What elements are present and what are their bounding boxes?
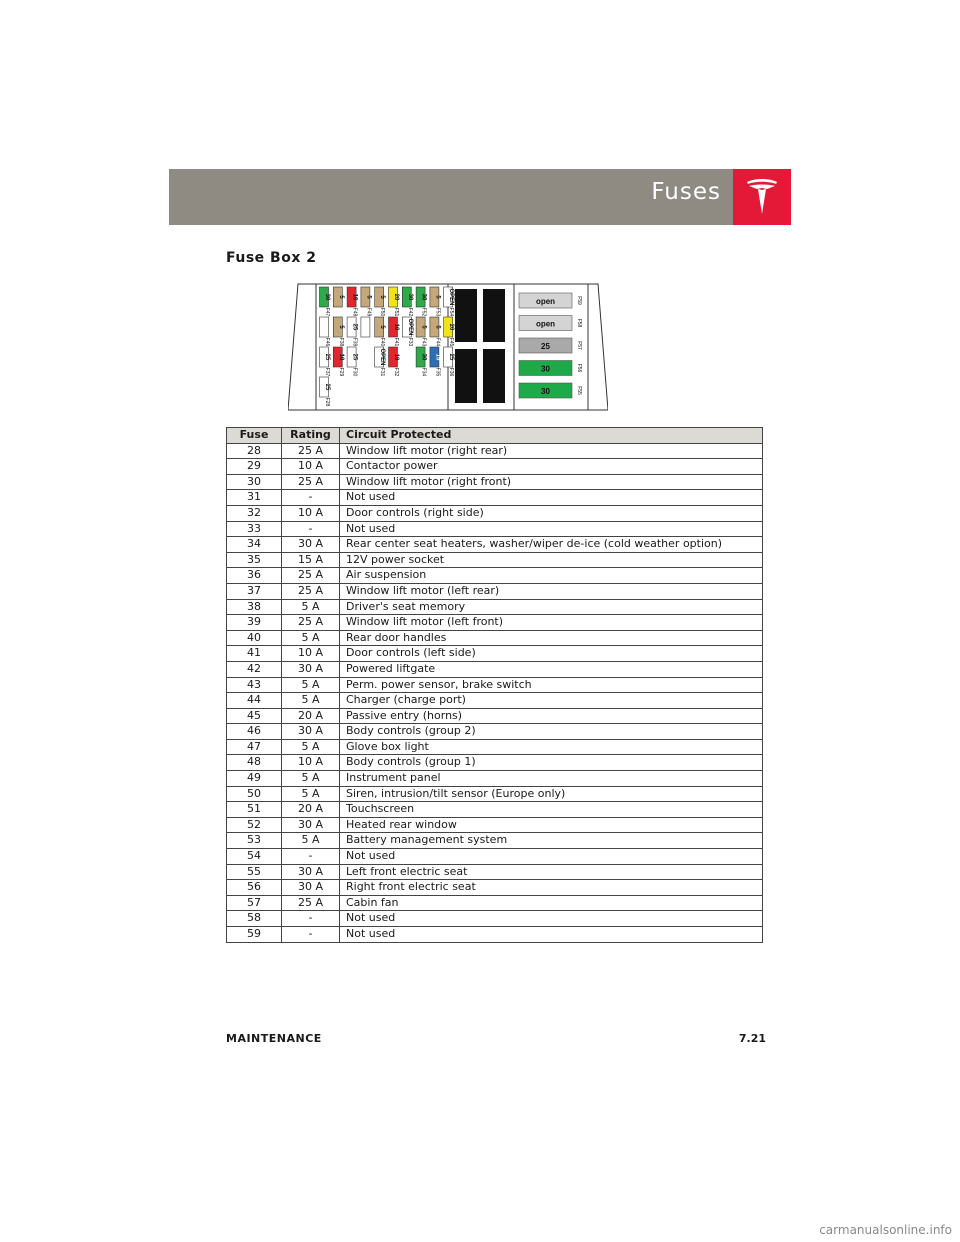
header-bar xyxy=(169,169,733,225)
table-row xyxy=(227,739,763,755)
table-header-row xyxy=(227,428,763,444)
circuit-cell: Not used xyxy=(340,927,763,943)
fuse-number-cell: 50 xyxy=(227,786,282,802)
fuse-rating-label: 30 xyxy=(420,293,427,301)
rating-cell: 10 A xyxy=(282,505,340,521)
large-fuse-rating: 25 xyxy=(541,342,550,351)
table-row xyxy=(227,802,763,818)
fuse-id-label: F38 xyxy=(337,337,344,347)
fuse-id-label: F42 xyxy=(406,307,413,317)
rating-cell: - xyxy=(282,927,340,943)
fuse-rating-label: 10 xyxy=(393,323,399,331)
rating-cell: - xyxy=(282,911,340,927)
small-fuse xyxy=(333,287,344,307)
fuse-number-cell: 36 xyxy=(227,568,282,584)
fuse-rating-label: 30 xyxy=(324,293,330,301)
fuse-id-label: F30 xyxy=(351,367,358,377)
circuit-cell: Instrument panel xyxy=(340,771,763,787)
fuse-rating-label: 5 xyxy=(365,295,372,299)
circuit-cell: Door controls (left side) xyxy=(340,646,763,662)
fuse-number-cell: 59 xyxy=(227,927,282,943)
fuse-rating-label: OPEN xyxy=(448,288,455,306)
table-row xyxy=(227,537,763,553)
large-fuse-id: F59 xyxy=(576,296,582,305)
rating-cell: 25 A xyxy=(282,583,340,599)
fuse-rating-label: 5 xyxy=(434,325,441,329)
circuit-cell: Contactor power xyxy=(340,459,763,475)
fuse-rating-label: OPEN xyxy=(379,348,386,366)
large-fuse-id: F57 xyxy=(576,341,582,350)
fuse-number-cell: 56 xyxy=(227,880,282,896)
fuse-rating-label: 20 xyxy=(393,293,399,301)
rating-cell: 30 A xyxy=(282,661,340,677)
fuse-id-label: F29 xyxy=(337,367,344,377)
fuse-number-cell: 37 xyxy=(227,583,282,599)
circuit-cell: Window lift motor (right rear) xyxy=(340,443,763,459)
circuit-cell: Body controls (group 2) xyxy=(340,724,763,740)
rating-cell: 10 A xyxy=(282,755,340,771)
circuit-cell: Door controls (right side) xyxy=(340,505,763,521)
fuse-id-label: F51 xyxy=(393,307,399,317)
fuse-id-label: F31 xyxy=(379,367,386,377)
fuse-table-body xyxy=(227,443,763,942)
fuse-id-label: F49 xyxy=(365,307,372,317)
fuse-id-label: F36 xyxy=(448,367,455,377)
rating-cell: 20 A xyxy=(282,708,340,724)
fuse-rating-label: 25 xyxy=(351,353,358,361)
fuse-body xyxy=(320,317,329,337)
fuse-rating-label: OPEN xyxy=(406,318,413,336)
fuse-number-cell: 48 xyxy=(227,755,282,771)
table-row xyxy=(227,474,763,490)
table-row xyxy=(227,817,763,833)
rating-cell: 10 A xyxy=(282,646,340,662)
relay-1 xyxy=(455,289,477,342)
fuse-rating-label: 5 xyxy=(379,295,386,299)
fuse-rating-label: 5 xyxy=(337,295,344,299)
table-row xyxy=(227,505,763,521)
fuse-id-label: F41 xyxy=(393,337,399,347)
table-row xyxy=(227,459,763,475)
large-fuse-rating: open xyxy=(535,297,556,306)
circuit-cell: Touchscreen xyxy=(340,802,763,818)
rating-cell: - xyxy=(282,521,340,537)
large-fuse-rating: open xyxy=(535,319,556,329)
column-header-circuit: Circuit Protected xyxy=(340,428,763,444)
fuse-number-cell: 55 xyxy=(227,864,282,880)
fuse-id-label: F54 xyxy=(448,307,455,317)
rating-cell: 30 A xyxy=(282,817,340,833)
fuse-rating-label: 20 xyxy=(448,323,455,331)
fuse-id-label: F47 xyxy=(324,307,330,317)
table-row xyxy=(227,693,763,709)
fuse-id-label: F53 xyxy=(434,307,441,317)
table-row xyxy=(227,864,763,880)
rating-cell: 30 A xyxy=(282,724,340,740)
table-row xyxy=(227,630,763,646)
circuit-cell: Window lift motor (left front) xyxy=(340,615,763,631)
rating-cell: 25 A xyxy=(282,615,340,631)
tesla-t-logo-icon xyxy=(745,178,779,216)
table-row xyxy=(227,786,763,802)
fuse-rating-label: 10 xyxy=(393,353,399,361)
rating-cell: - xyxy=(282,490,340,506)
large-fuse-id: F58 xyxy=(576,318,582,328)
rating-cell: 30 A xyxy=(282,864,340,880)
fuse-number-cell: 41 xyxy=(227,646,282,662)
fuse-table xyxy=(226,427,763,943)
column-header-rating: Rating xyxy=(282,428,340,444)
table-row xyxy=(227,490,763,506)
circuit-cell: 12V power socket xyxy=(340,552,763,568)
circuit-cell: Right front electric seat xyxy=(340,880,763,896)
fuse-rating-label: 10 xyxy=(351,293,358,301)
table-row xyxy=(227,443,763,459)
fuse-number-cell: 32 xyxy=(227,505,282,521)
fuse-number-cell: 53 xyxy=(227,833,282,849)
circuit-cell: Powered liftgate xyxy=(340,661,763,677)
rating-cell: 5 A xyxy=(282,599,340,615)
fuse-id-label: F46 xyxy=(324,337,330,347)
fuse-rating-label: 25 xyxy=(324,383,330,391)
fuse-number-cell: 51 xyxy=(227,802,282,818)
rating-cell: 25 A xyxy=(282,895,340,911)
circuit-cell: Battery management system xyxy=(340,833,763,849)
small-fuse xyxy=(361,317,370,337)
fuse-id-label: F34 xyxy=(420,367,427,377)
circuit-cell: Air suspension xyxy=(340,568,763,584)
fuse-number-cell: 54 xyxy=(227,849,282,865)
circuit-cell: Heated rear window xyxy=(340,817,763,833)
circuit-cell: Not used xyxy=(340,521,763,537)
fuse-id-label: F43 xyxy=(420,337,427,347)
page-number: 7.21 xyxy=(738,1032,766,1045)
fuse-id-label: F35 xyxy=(434,367,441,377)
fuse-id-label: F33 xyxy=(406,337,413,347)
rating-cell: - xyxy=(282,849,340,865)
fuse-number-cell: 47 xyxy=(227,739,282,755)
circuit-cell: Window lift motor (left rear) xyxy=(340,583,763,599)
fuse-id-label: F45 xyxy=(448,337,455,347)
table-row xyxy=(227,521,763,537)
fuse-number-cell: 42 xyxy=(227,661,282,677)
table-row xyxy=(227,646,763,662)
circuit-cell: Passive entry (horns) xyxy=(340,708,763,724)
fuse-number-cell: 49 xyxy=(227,771,282,787)
large-fuse-id: F56 xyxy=(576,363,582,373)
tesla-logo xyxy=(733,169,791,225)
rating-cell: 30 A xyxy=(282,880,340,896)
fuse-number-cell: 29 xyxy=(227,459,282,475)
table-row xyxy=(227,568,763,584)
fuse-id-label: F40 xyxy=(379,337,386,347)
fuse-number-cell: 28 xyxy=(227,443,282,459)
column-header-fuse: Fuse xyxy=(227,428,282,444)
table-row xyxy=(227,599,763,615)
large-fuse-id: F55 xyxy=(576,386,582,395)
circuit-cell: Left front electric seat xyxy=(340,864,763,880)
fuse-number-cell: 57 xyxy=(227,895,282,911)
circuit-cell: Cabin fan xyxy=(340,895,763,911)
circuit-cell: Perm. power sensor, brake switch xyxy=(340,677,763,693)
circuit-cell: Glove box light xyxy=(340,739,763,755)
fuse-number-cell: 38 xyxy=(227,599,282,615)
rating-cell: 25 A xyxy=(282,568,340,584)
fuse-box-diagram xyxy=(288,283,608,411)
fuse-id-label: F52 xyxy=(420,307,427,317)
circuit-cell: Window lift motor (right front) xyxy=(340,474,763,490)
fuse-rating-label: 5 xyxy=(337,325,344,329)
fuse-number-cell: 31 xyxy=(227,490,282,506)
table-row xyxy=(227,708,763,724)
circuit-cell: Not used xyxy=(340,490,763,506)
fuse-rating-label: 30 xyxy=(420,353,427,361)
fuse-rating-label: 25 xyxy=(351,323,358,331)
fuse-number-cell: 33 xyxy=(227,521,282,537)
table-row xyxy=(227,833,763,849)
table-row xyxy=(227,880,763,896)
table-row xyxy=(227,771,763,787)
table-row xyxy=(227,927,763,943)
rating-cell: 5 A xyxy=(282,786,340,802)
rating-cell: 5 A xyxy=(282,833,340,849)
fuse-rating-label: 15 xyxy=(434,353,441,361)
circuit-cell: Charger (charge port) xyxy=(340,693,763,709)
fuse-number-cell: 44 xyxy=(227,693,282,709)
large-fuse-rating: 30 xyxy=(541,364,550,374)
rating-cell: 30 A xyxy=(282,537,340,553)
circuit-cell: Rear center seat heaters, washer/wiper de-ice (cold weather option) xyxy=(340,537,763,553)
watermark: carmanualsonline.info xyxy=(819,1223,952,1237)
fuse-id-label: F28 xyxy=(324,397,330,407)
footer-section: MAINTENANCE xyxy=(226,1032,322,1045)
circuit-cell: Driver's seat memory xyxy=(340,599,763,615)
fuse-number-cell: 46 xyxy=(227,724,282,740)
circuit-cell: Rear door handles xyxy=(340,630,763,646)
rating-cell: 5 A xyxy=(282,739,340,755)
fuse-rating-label: 10 xyxy=(337,353,344,361)
rating-cell: 15 A xyxy=(282,552,340,568)
table-row xyxy=(227,755,763,771)
table-row xyxy=(227,583,763,599)
relay-4 xyxy=(483,349,505,403)
fuse-number-cell: 40 xyxy=(227,630,282,646)
fuse-number-cell: 45 xyxy=(227,708,282,724)
rating-cell: 5 A xyxy=(282,693,340,709)
circuit-cell: Not used xyxy=(340,849,763,865)
rating-cell: 5 A xyxy=(282,677,340,693)
circuit-cell: Not used xyxy=(340,911,763,927)
relay-2 xyxy=(483,289,505,342)
fuse-rating-label: 5 xyxy=(434,295,441,299)
table-row xyxy=(227,911,763,927)
fuse-rating-label: 30 xyxy=(406,293,413,301)
table-row xyxy=(227,849,763,865)
fuse-number-cell: 34 xyxy=(227,537,282,553)
fuse-rating-label: 5 xyxy=(420,325,427,329)
circuit-cell: Siren, intrusion/tilt sensor (Europe only) xyxy=(340,786,763,802)
rating-cell: 25 A xyxy=(282,443,340,459)
table-row xyxy=(227,661,763,677)
fuse-number-cell: 30 xyxy=(227,474,282,490)
fuse-rating-label: 5 xyxy=(379,325,386,329)
fuse-number-cell: 39 xyxy=(227,615,282,631)
rating-cell: 10 A xyxy=(282,459,340,475)
fuse-id-label: F37 xyxy=(324,367,330,377)
fuse-number-cell: 52 xyxy=(227,817,282,833)
fuse-number-cell: 43 xyxy=(227,677,282,693)
fuse-id-label: F44 xyxy=(434,337,441,347)
rating-cell: 5 A xyxy=(282,630,340,646)
fuse-id-label: F39 xyxy=(351,337,358,347)
circuit-cell: Body controls (group 1) xyxy=(340,755,763,771)
rating-cell: 5 A xyxy=(282,771,340,787)
table-row xyxy=(227,724,763,740)
fuse-rating-label: 25 xyxy=(448,353,455,361)
section-title: Fuse Box 2 xyxy=(226,250,317,266)
fuse-id-label: F48 xyxy=(351,307,358,317)
fuse-id-label: F50 xyxy=(379,307,386,317)
fuse-rating-label: 25 xyxy=(324,353,330,361)
fuse-body xyxy=(361,317,370,337)
relay-3 xyxy=(455,349,477,403)
page-title: Fuses xyxy=(651,179,721,205)
table-row xyxy=(227,615,763,631)
fuse-id-label: F32 xyxy=(393,367,399,377)
large-fuse-rating: 30 xyxy=(541,387,550,396)
fuse-number-cell: 58 xyxy=(227,911,282,927)
rating-cell: 20 A xyxy=(282,802,340,818)
rating-cell: 25 A xyxy=(282,474,340,490)
fuse-number-cell: 35 xyxy=(227,552,282,568)
table-row xyxy=(227,552,763,568)
table-row xyxy=(227,895,763,911)
table-row xyxy=(227,677,763,693)
